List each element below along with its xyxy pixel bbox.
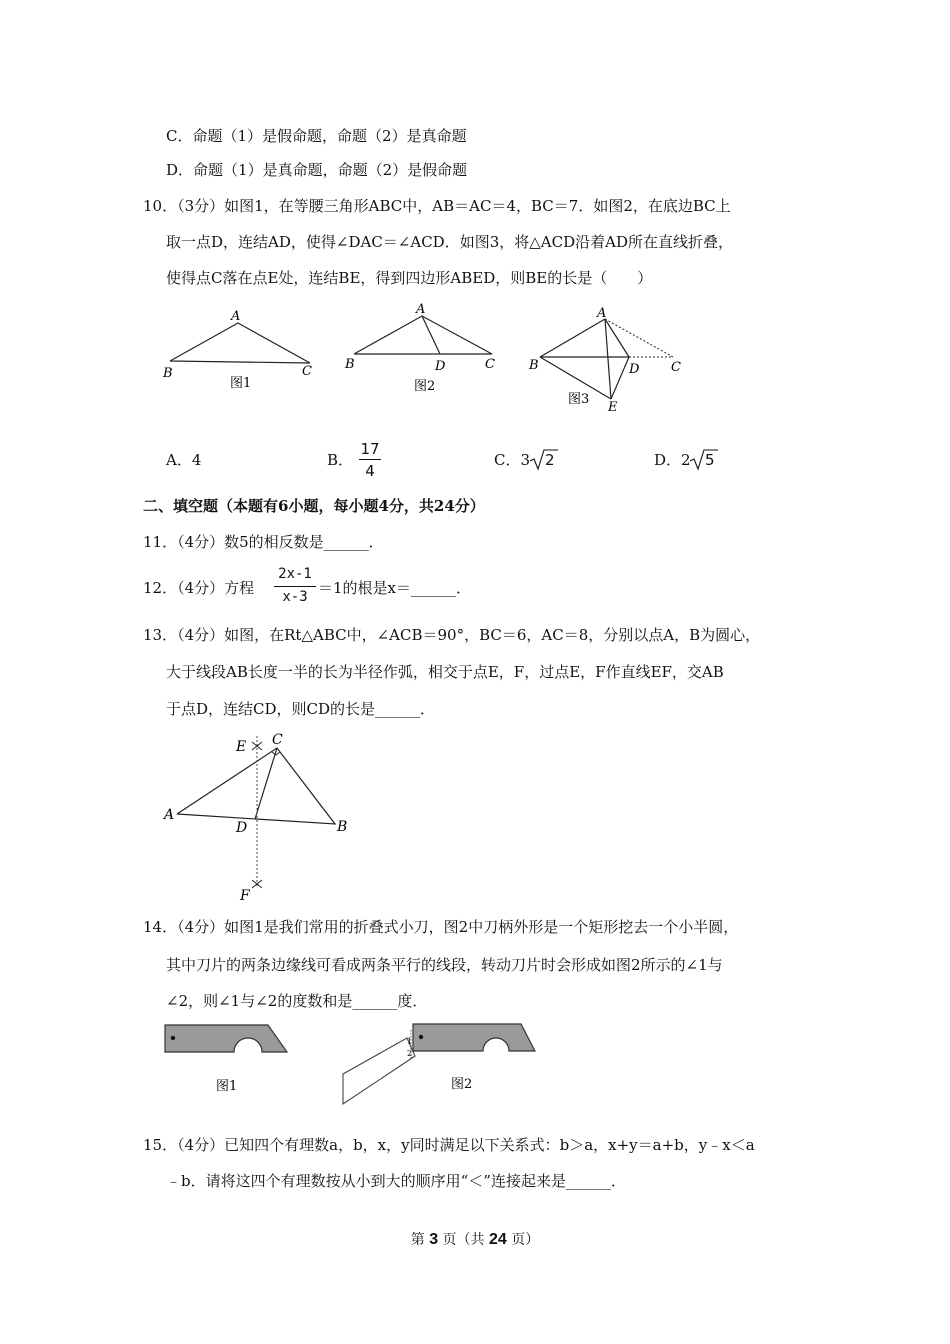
fig3-label-e: E (608, 400, 618, 415)
footer-middle: 页（共 (442, 1232, 485, 1248)
q14-figure-1 (160, 1020, 300, 1100)
fig3-label-a: A (597, 306, 607, 321)
q11-text: 11．（4分）数5的相反数是______． (143, 533, 384, 551)
q13-label-b: B (337, 819, 348, 835)
q14-angle-2-label: 2 (407, 1049, 413, 1058)
q14-figure-2 (335, 1018, 545, 1110)
q10-option-c-label: C．3 (494, 451, 531, 469)
footer-total-pages: 24 (489, 1231, 507, 1248)
q14-figure-1-caption: 图1 (216, 1079, 238, 1094)
q14-line3: ∠2，则∠1与∠2的度数和是______度． (166, 992, 428, 1010)
q10-option-b-fraction-bar (359, 459, 381, 460)
q10-option-b-numerator: 17 (360, 440, 380, 458)
q10-line2: 取一点D，连结AD，使得∠DAC＝∠ACD．如图3，将△ACD沿着AD所在直线折叠， (166, 233, 733, 251)
q14-line2: 其中刀片的两条边缘线可看成两条平行的线段，转动刀片时会形成如图2所示的∠1与 (166, 956, 723, 974)
q10-option-d-radicand: 5 (705, 451, 715, 469)
fig2-label-b: B (345, 357, 355, 372)
section-2-heading: 二、填空题（本题有6小题，每小题4分，共24分） (143, 497, 485, 515)
q12-numerator: 2x-1 (278, 566, 312, 582)
q12-suffix: ＝1的根是x＝______． (318, 579, 472, 597)
fig2-label-d: D (435, 359, 446, 374)
q10-option-d-label: D．2 (654, 451, 691, 469)
q12-prefix: 12．（4分）方程 (143, 579, 255, 597)
footer-page-number: 3 (429, 1231, 439, 1248)
q13-label-e: E (236, 739, 247, 755)
fig1-label-b: B (163, 366, 173, 381)
q10-figure-1 (158, 305, 328, 395)
q10-option-b-denominator: 4 (365, 462, 375, 480)
q14-line1: 14．（4分）如图1是我们常用的折叠式小刀，图2中刀柄外形是一个矩形挖去一个小半圆， (143, 918, 739, 936)
q14-figure-2-caption: 图2 (451, 1077, 473, 1092)
fig3-label-c: C (671, 360, 681, 375)
fig3-label-b: B (529, 358, 539, 373)
q10-option-b-label: B． (327, 451, 354, 469)
q9-option-c: C．命题（1）是假命题，命题（2）是真命题 (166, 127, 467, 145)
q10-option-c-radicand: 2 (545, 451, 555, 469)
q10-option-a: A．4 (166, 451, 202, 469)
q10-line1: 10．（3分）如图1，在等腰三角形ABC中，AB＝AC＝4，BC＝7．如图2，在底边BC上 (143, 197, 731, 215)
fig1-label-c: C (302, 364, 312, 379)
fig2-label-c: C (485, 357, 495, 372)
fig3-caption: 图3 (568, 392, 590, 407)
q10-figure-2 (340, 298, 510, 398)
q13-line1: 13．（4分）如图，在Rt△ABC中，∠ACB＝90°，BC＝6，AC＝8，分别以点A，B为圆心， (143, 626, 761, 644)
q13-label-a: A (164, 807, 175, 823)
fig1-caption: 图1 (230, 376, 252, 391)
fig2-caption: 图2 (414, 379, 436, 394)
q10-figure-3 (525, 303, 695, 418)
q15-line1: 15．（4分）已知四个有理数a，b，x，y同时满足以下关系式：b＞a，x+y＝a+b，y﹣x＜a (143, 1136, 755, 1154)
q10-line3: 使得点C落在点E处，连结BE，得到四边形ABED，则BE的长是（ ） (166, 269, 653, 287)
q13-line2: 大于线段AB长度一半的长为半径作弧，相交于点E，F，过点E，F作直线EF，交AB (166, 663, 724, 681)
q15-line2: ﹣b．请将这四个有理数按从小到大的顺序用“＜”连接起来是______． (166, 1172, 626, 1190)
q13-label-c: C (272, 732, 283, 748)
fig1-label-a: A (231, 309, 241, 324)
footer-suffix: 页） (511, 1232, 540, 1248)
page-footer (0, 1229, 950, 1249)
fig2-label-a: A (416, 302, 426, 317)
fig3-label-d: D (629, 362, 640, 377)
q13-label-d: D (236, 820, 248, 836)
q13-figure (160, 728, 360, 904)
q13-label-f: F (240, 888, 250, 904)
q14-angle-1-label: 1 (407, 1037, 413, 1046)
q9-option-d: D．命题（1）是真命题，命题（2）是假命题 (166, 161, 468, 179)
q12-denominator: x-3 (282, 589, 308, 605)
q12-fraction-bar (274, 586, 316, 587)
q13-line3: 于点D，连结CD，则CD的长是______． (166, 700, 436, 718)
footer-prefix: 第 (410, 1232, 425, 1248)
